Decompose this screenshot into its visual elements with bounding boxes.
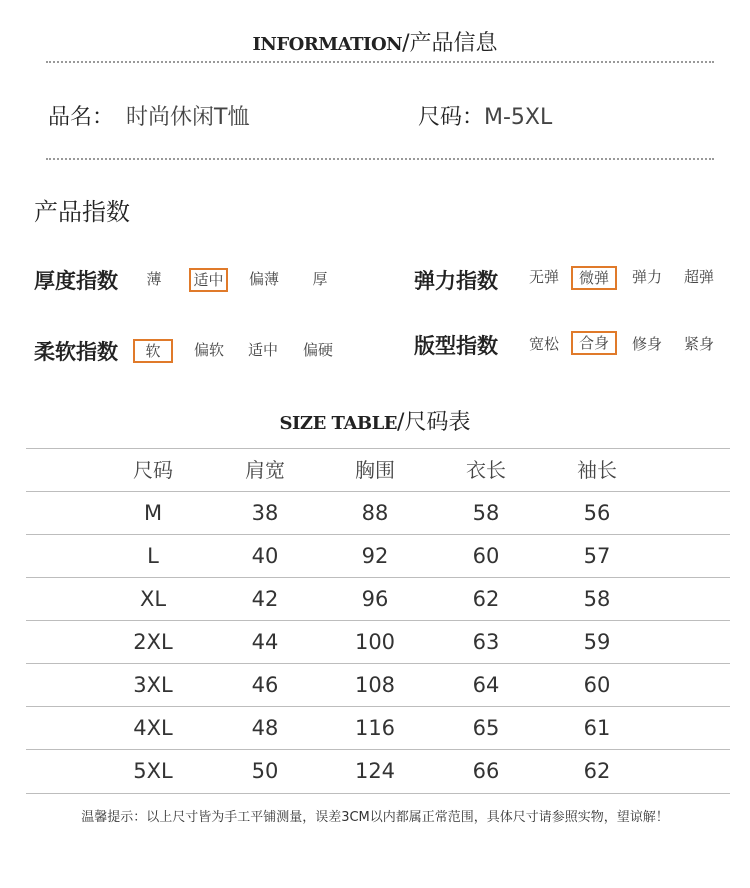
table-cell: 38 — [251, 501, 279, 525]
column-header: 胸围 — [355, 458, 395, 482]
softness-option-2: 适中 — [247, 341, 278, 359]
table-cell: 50 — [251, 759, 279, 783]
table-cell: 5XL — [133, 759, 173, 783]
table-row — [26, 577, 730, 621]
table-cell: 64 — [472, 673, 500, 697]
table-cell: 108 — [354, 673, 396, 697]
table-cell: L — [147, 544, 159, 568]
product-name-label: 品名： — [48, 105, 115, 130]
index-label-thickness: 厚度指数 — [34, 269, 118, 293]
size-table-header-en: SIZE TABLE — [279, 413, 398, 434]
table-row — [26, 749, 730, 794]
product-size-label: 尺码： — [418, 105, 485, 130]
elasticity-option-3: 超弹 — [683, 268, 714, 286]
product-size-value: M-5XL — [484, 105, 553, 130]
information-header-cn: 产品信息 — [409, 31, 498, 56]
table-cell: 3XL — [133, 673, 173, 697]
information-header-en: INFORMATION — [252, 34, 403, 55]
divider-dotted-bottom — [46, 158, 714, 160]
table-cell: 44 — [251, 630, 279, 654]
table-row — [26, 663, 730, 707]
size-table-header-sep: / — [397, 410, 405, 435]
table-cell: 116 — [354, 716, 396, 740]
table-cell: 56 — [583, 501, 611, 525]
table-row — [26, 491, 730, 535]
size-table-header-row — [26, 448, 730, 492]
footnote: 温馨提示：以上尺寸皆为手工平铺测量，误差3CM以内都属正常范围，具体尺寸请参照实物，望谅解！ — [81, 810, 669, 825]
table-cell: 40 — [251, 544, 279, 568]
table-cell: 62 — [472, 587, 500, 611]
table-row — [26, 534, 730, 578]
table-cell: 124 — [354, 759, 396, 783]
table-cell: 88 — [361, 501, 389, 525]
elasticity-option-0: 无弹 — [528, 268, 559, 286]
index-label-elasticity: 弹力指数 — [414, 269, 498, 293]
fit-option-3: 紧身 — [683, 335, 714, 353]
table-cell: 48 — [251, 716, 279, 740]
fit-option-0: 宽松 — [528, 335, 559, 353]
table-cell: 2XL — [133, 630, 173, 654]
table-row — [26, 706, 730, 750]
table-cell: 59 — [583, 630, 611, 654]
softness-option-3: 偏硬 — [302, 341, 333, 359]
table-cell: 42 — [251, 587, 279, 611]
softness-option-1: 偏软 — [193, 341, 224, 359]
index-label-fit: 版型指数 — [414, 334, 498, 358]
table-cell: 65 — [472, 716, 500, 740]
softness-option-0-selected: 软 — [133, 339, 173, 363]
information-header-sep: / — [402, 31, 410, 56]
column-header: 肩宽 — [245, 458, 285, 482]
table-cell: 100 — [354, 630, 396, 654]
column-header: 尺码 — [133, 458, 173, 482]
table-cell: XL — [139, 587, 167, 611]
product-size — [418, 100, 552, 131]
table-cell: 57 — [583, 544, 611, 568]
index-title: 产品指数 — [34, 198, 130, 226]
table-cell: 96 — [361, 587, 389, 611]
size-table-body — [26, 448, 730, 792]
table-cell: 58 — [583, 587, 611, 611]
table-cell: 66 — [472, 759, 500, 783]
fit-option-1-selected: 合身 — [571, 331, 617, 355]
information-header — [0, 26, 750, 57]
elasticity-option-1-selected: 微弹 — [571, 266, 617, 290]
table-cell: 4XL — [133, 716, 173, 740]
table-cell: 60 — [583, 673, 611, 697]
elasticity-option-2: 弹力 — [631, 268, 662, 286]
table-cell: 63 — [472, 630, 500, 654]
size-table-header — [0, 405, 750, 436]
product-name-value: 时尚休闲T恤 — [126, 105, 250, 130]
column-header: 袖长 — [577, 458, 617, 482]
thickness-option-0: 薄 — [146, 270, 162, 288]
column-header: 衣长 — [466, 458, 506, 482]
table-cell: 61 — [583, 716, 611, 740]
table-cell: 58 — [472, 501, 500, 525]
divider-dotted-top — [46, 61, 714, 63]
thickness-option-1-selected: 适中 — [189, 268, 228, 292]
index-label-softness: 柔软指数 — [34, 340, 118, 364]
table-row — [26, 620, 730, 664]
table-cell: M — [143, 501, 163, 525]
table-cell: 92 — [361, 544, 389, 568]
table-cell: 60 — [472, 544, 500, 568]
table-cell: 62 — [583, 759, 611, 783]
table-cell: 46 — [251, 673, 279, 697]
size-table-header-cn: 尺码表 — [404, 410, 471, 435]
thickness-option-2: 偏薄 — [248, 270, 279, 288]
thickness-option-3: 厚 — [312, 270, 328, 288]
fit-option-2: 修身 — [631, 335, 662, 353]
product-name — [48, 100, 249, 131]
